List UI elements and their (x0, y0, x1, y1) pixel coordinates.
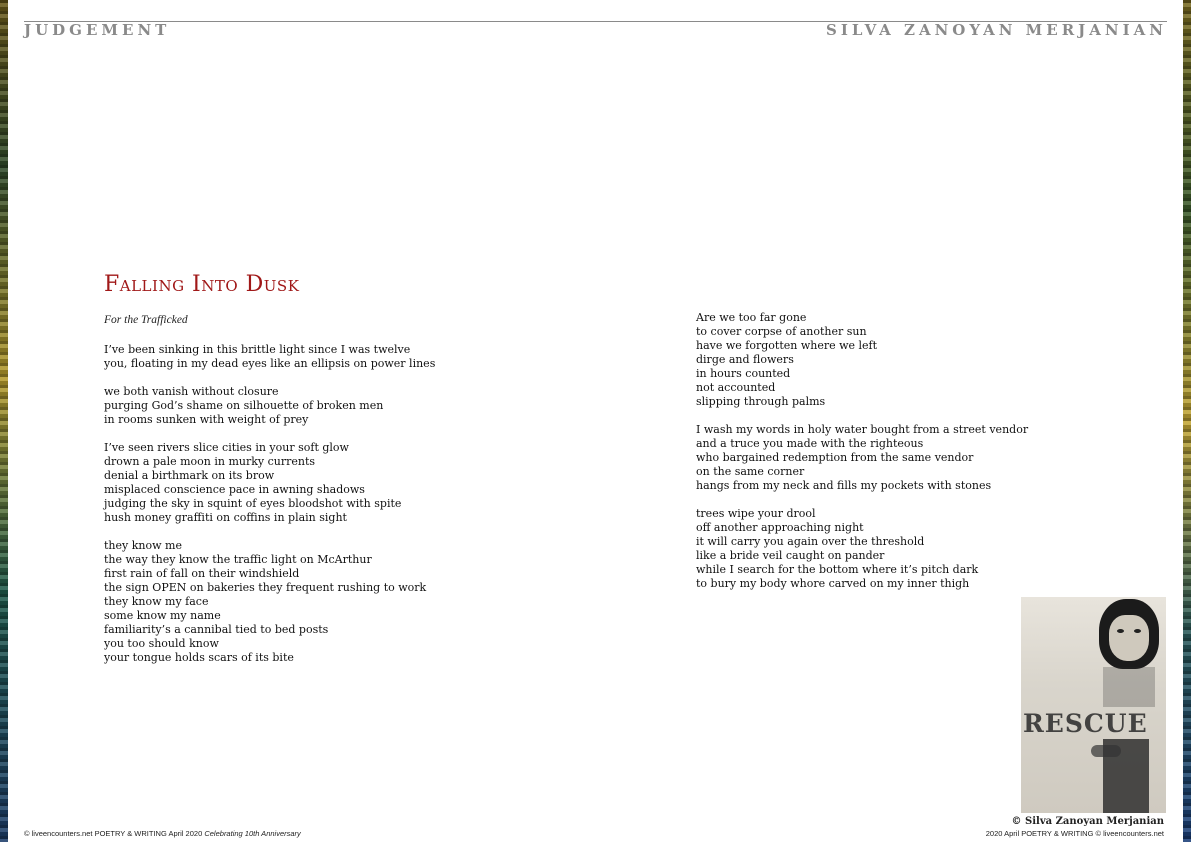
poem-line: you too should know (104, 637, 219, 650)
footer-left-text: © liveencounters.net POETRY & WRITING April 2020 (24, 829, 203, 838)
poem-line: it will carry you again over the threshold (696, 535, 925, 548)
poem-title: Falling Into Dusk (104, 272, 300, 297)
section-title: JUDGEMENT (24, 21, 171, 39)
stencil-face (1109, 615, 1149, 661)
poem-line: off another approaching night (696, 521, 864, 534)
poem-line: while I search for the bottom where it’s pitch dark (696, 563, 979, 576)
poem-line: judging the sky in squint of eyes bloodshot with spite (104, 497, 402, 510)
poem-line: misplaced conscience pace in awning shadows (104, 483, 365, 496)
poem-line: purging God’s shame on silhouette of broken men (104, 399, 384, 412)
poem-line: they know my face (104, 595, 209, 608)
poem-line: the way they know the traffic light on McArthur (104, 553, 372, 566)
poem-dedication: For the Trafficked (104, 314, 188, 326)
poem-line: have we forgotten where we left (696, 339, 878, 352)
poem-line: you, floating in my dead eyes like an ellipsis on power lines (104, 357, 436, 370)
stanza-break (104, 371, 435, 385)
stencil-hand (1091, 745, 1121, 757)
poem-line: in rooms sunken with weight of prey (104, 413, 309, 426)
poem-line: the sign OPEN on bakeries they frequent rushing to work (104, 581, 427, 594)
poem-column-right (696, 311, 1028, 591)
right-decorative-border (1183, 0, 1191, 842)
poem-line: I’ve been sinking in this brittle light since I was twelve (104, 343, 411, 356)
poem-line: we both vanish without closure (104, 385, 279, 398)
footer-right: 2020 April POETRY & WRITING © liveencounters.net (985, 829, 1164, 838)
poem-line: in hours counted (696, 367, 791, 380)
poem-line: and a truce you made with the righteous (696, 437, 924, 450)
stanza-break (104, 525, 435, 539)
poem-line: hangs from my neck and fills my pockets with stones (696, 479, 992, 492)
poem-line: I’ve seen rivers slice cities in your soft glow (104, 441, 349, 454)
poem-column-left (104, 343, 435, 665)
stencil-photo (1021, 597, 1166, 813)
stanza-break (696, 493, 1028, 507)
poem-line: denial a birthmark on its brow (104, 469, 275, 482)
stencil-eye-right (1134, 629, 1141, 633)
poem-line: slipping through palms (696, 395, 826, 408)
poem-line: not accounted (696, 381, 776, 394)
poem-line: trees wipe your drool (696, 507, 816, 520)
footer-left-italic: Celebrating 10th Anniversary (204, 829, 301, 838)
stencil-eye-left (1117, 629, 1124, 633)
poem-line: dirge and flowers (696, 353, 794, 366)
poem-line: Are we too far gone (696, 311, 807, 324)
poem-line: hush money graffiti on coffins in plain sight (104, 511, 347, 524)
stanza-break (104, 427, 435, 441)
poem-line: drown a pale moon in murky currents (104, 455, 316, 468)
poem-line: some know my name (104, 609, 221, 622)
poem-line: like a bride veil caught on pander (696, 549, 885, 562)
stanza-break (696, 409, 1028, 423)
photo-credit: © Silva Zanoyan Merjanian (1011, 816, 1164, 827)
poem-line: on the same corner (696, 465, 805, 478)
poem-line: first rain of fall on their windshield (104, 567, 300, 580)
left-decorative-border (0, 0, 8, 842)
stencil-body (1103, 667, 1155, 707)
poem-line: familiarity’s a cannibal tied to bed posts (104, 623, 329, 636)
stencil-word: RESCUE (1023, 709, 1148, 738)
footer-left (24, 829, 301, 838)
poem-line: to cover corpse of another sun (696, 325, 867, 338)
poem-line: your tongue holds scars of its bite (104, 651, 294, 664)
poem-line: to bury my body whore carved on my inner thigh (696, 577, 970, 590)
poem-line: they know me (104, 539, 182, 552)
author-name-header: SILVA ZANOYAN MERJANIAN (826, 21, 1167, 39)
poem-line: I wash my words in holy water bought from a street vendor (696, 423, 1029, 436)
poem-line: who bargained redemption from the same vendor (696, 451, 974, 464)
